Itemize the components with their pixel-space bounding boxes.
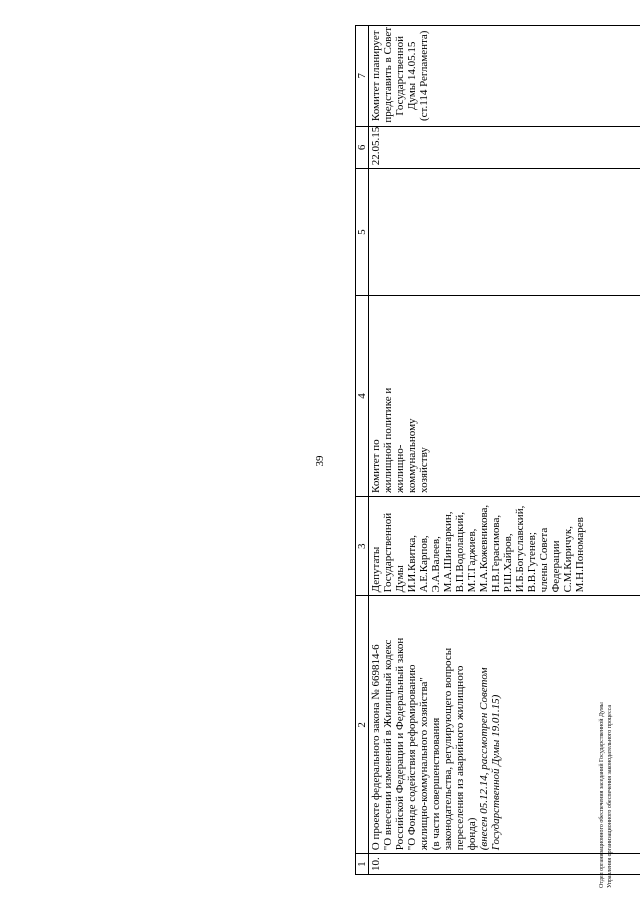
comment-line: Комитет планирует [370, 30, 382, 122]
footer-line: Управления организационного обеспечения законодательного процесса [607, 704, 613, 888]
description-note: (внесен 05.12.14, рассмотрен Советом [478, 667, 490, 851]
description-line: "О Фонде содействия реформированию [406, 664, 418, 851]
col-header-4: 4 [356, 295, 369, 496]
author-line: Думы [394, 565, 406, 593]
author-line: М.А.Кожевникова, [478, 504, 490, 593]
comment-line: Государственной [394, 36, 406, 116]
description-line: О проекте федерального закона № 669814-6 [370, 644, 382, 851]
column-number-row [356, 26, 369, 875]
author-line: В.В.Гутенев; [526, 532, 538, 593]
footer-line: Отдел организационного обеспечения заседаний Государственной Думы [599, 702, 605, 888]
author-line: Государственной [382, 512, 394, 593]
author-line: И.Б.Богуславский, [514, 505, 526, 593]
comment-line: представить в Совет [382, 26, 394, 123]
committee-line: Комитет по [370, 439, 382, 493]
column-5-cell [369, 169, 640, 296]
author-line: члены Совета [538, 527, 550, 593]
col-header-5: 5 [356, 169, 369, 296]
author-line: М.А.Шингаркин, [442, 511, 454, 593]
committee-line: коммунальному [406, 418, 418, 493]
description-line: жилищно-коммунального хозяйства" [418, 677, 430, 851]
committee-line: жилищной политике и [382, 387, 394, 493]
col-header-2: 2 [356, 596, 369, 854]
author-line: Р.Ш.Хайров, [502, 533, 514, 593]
col-header-7: 7 [356, 26, 369, 127]
author-line: С.М.Киричук, [562, 526, 574, 593]
description-line: законодательства, регулирующего вопросы [442, 647, 454, 851]
committee-line: жилищно- [394, 444, 406, 493]
committee-comment [369, 26, 640, 127]
row-number: 10. [369, 854, 640, 875]
author-line: Э.А.Валеев, [430, 536, 442, 593]
description-line: фонда) [466, 817, 478, 851]
author-line: А.Е.Карпов, [418, 535, 430, 593]
col-header-3: 3 [356, 496, 369, 595]
author-line: В.П.Водолацкий, [454, 512, 466, 593]
author-line: Федерации [550, 540, 562, 593]
author-line: И.И.Квитка, [406, 534, 418, 593]
description-note: Государственной Думы 19.01.15) [490, 694, 502, 851]
footer-department [598, 588, 614, 888]
author-line: Депутаты [370, 546, 382, 593]
description-line: Российской Федерации и Федеральный закон [394, 637, 406, 851]
committee-line: хозяйству [418, 447, 430, 493]
description-line: "О внесении изменений в Жилищный кодекс [382, 639, 394, 851]
responsible-committee [369, 295, 640, 496]
bill-authors [369, 496, 640, 595]
page-number: 39 [314, 455, 326, 467]
author-line: М.Т.Гаджиев, [466, 528, 478, 593]
author-line: Н.В.Герасимова, [490, 514, 502, 593]
author-line: М.Н.Пономарев [574, 517, 586, 593]
description-line: переселения из аварийного жилищного [454, 665, 466, 851]
comment-line: (ст.114 Регламента) [418, 30, 430, 122]
col-header-6: 6 [356, 126, 369, 169]
description-line: (в части совершенствования [430, 717, 442, 851]
comment-line: Думы 14.05.15 [406, 41, 418, 111]
col-header-1: 1 [356, 854, 369, 875]
planned-date: 22.05.15 [369, 126, 640, 169]
